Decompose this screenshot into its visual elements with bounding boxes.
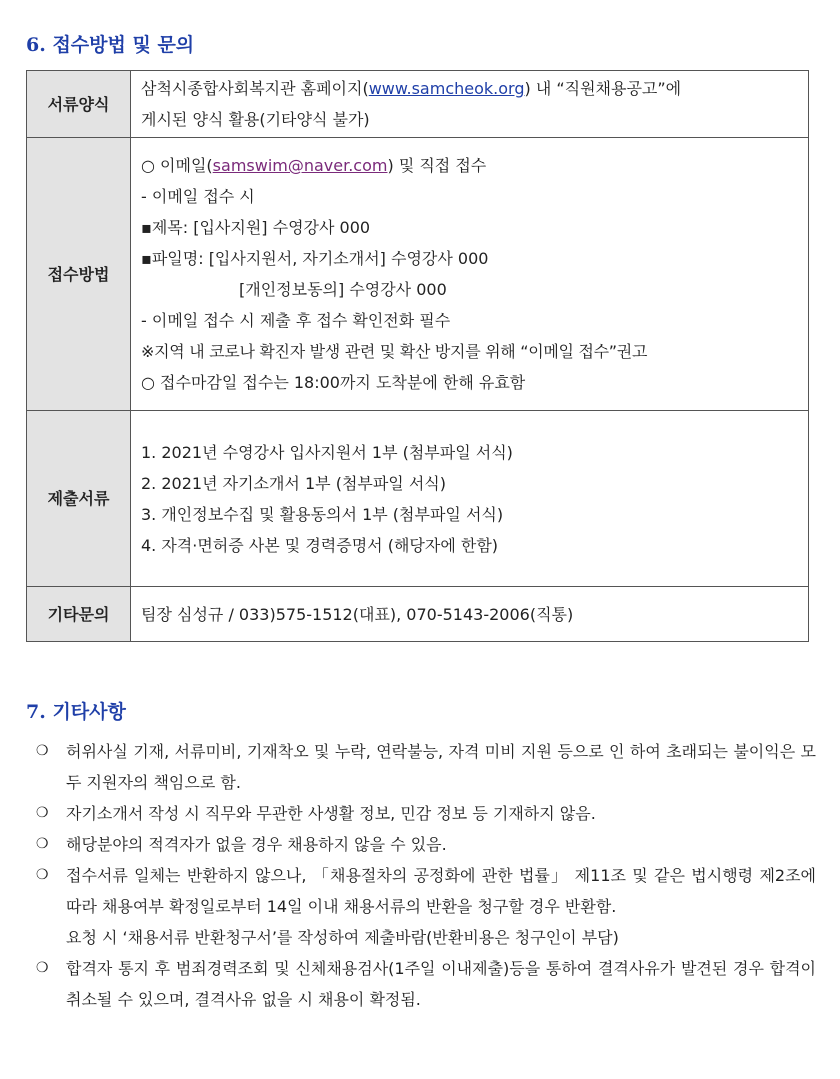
method-line: [개인정보동의] 수영강사 000 bbox=[239, 280, 447, 299]
document-item: 3. 개인정보수집 및 활용동의서 1부 (첨부파일 서식) bbox=[141, 504, 504, 524]
row-content-documents bbox=[131, 411, 809, 587]
text-segment: ○ 이메일( bbox=[141, 156, 213, 175]
application-info-table bbox=[26, 70, 809, 642]
text-segment: 삼척시종합사회복지관 홈페이지( bbox=[141, 79, 369, 98]
list-item bbox=[36, 829, 816, 860]
section-6-title: 6. 접수방법 및 문의 bbox=[26, 34, 195, 56]
contact-text: 팀장 심성규 / 033)575-1512(대표), 070-5143-2006(직통) bbox=[141, 604, 574, 624]
note-text: 합격자 통지 후 범죄경력조회 및 신체채용검사(1주일 이내제출)등을 통하여 결격사유가 발견된 경우 합격이 취소될 수 있으며, 결격사유 없을 시 채용이 확정됨. bbox=[66, 959, 816, 1009]
note-text: 자기소개서 작성 시 직무와 무관한 사생활 정보, 민감 정보 등 기재하지 않음. bbox=[66, 804, 596, 823]
row-header-documents: 제출서류 bbox=[27, 411, 131, 587]
table-row bbox=[27, 587, 809, 642]
homepage-link[interactable]: www.samcheok.org bbox=[368, 79, 525, 98]
list-item bbox=[36, 860, 816, 922]
text-segment: ) 및 직접 접수 bbox=[387, 156, 487, 175]
table-row bbox=[27, 411, 809, 587]
row-header-contact: 기타문의 bbox=[27, 587, 131, 642]
method-line: ▪제목: [입사지원] 수영강사 000 bbox=[141, 218, 371, 237]
method-line: - 이메일 접수 시 bbox=[141, 187, 255, 206]
method-line-1 bbox=[141, 150, 798, 181]
document-item: 4. 자격·면허증 사본 및 경력증명서 (해당자에 한함) bbox=[141, 535, 499, 555]
document-item: 1. 2021년 수영강사 입사지원서 1부 (첨부파일 서식) bbox=[141, 442, 513, 462]
note-text: 허위사실 기재, 서류미비, 기재착오 및 누락, 연락불능, 자격 미비 지원 등으로 인 하여 초래되는 불이익은 모두 지원자의 책임으로 함. bbox=[66, 742, 816, 792]
method-line: ○ 접수마감일 접수는 18:00까지 도착분에 한해 유효함 bbox=[141, 373, 526, 392]
circle-bullet-icon: ❍ bbox=[36, 867, 49, 883]
table-row bbox=[27, 71, 809, 138]
text-segment: ) 내 “직원채용공고”에 bbox=[524, 79, 682, 98]
row-content-method bbox=[131, 138, 809, 411]
form-line-2: 게시된 양식 활용(기타양식 불가) bbox=[141, 110, 370, 129]
section-7-title: 7. 기타사항 bbox=[26, 701, 126, 723]
note-subtext: 요청 시 ‘채용서류 반환청구서’를 작성하여 제출바람(반환비용은 청구인이 부담) bbox=[66, 928, 619, 947]
circle-bullet-icon: ❍ bbox=[36, 805, 49, 821]
row-header-method: 접수방법 bbox=[27, 138, 131, 411]
row-content-form bbox=[131, 71, 809, 138]
circle-bullet-icon: ❍ bbox=[36, 743, 49, 759]
note-text: 해당분야의 적격자가 없을 경우 채용하지 않을 수 있음. bbox=[66, 835, 447, 854]
form-line-1 bbox=[141, 73, 798, 104]
row-header-form: 서류양식 bbox=[27, 71, 131, 138]
row-content-contact bbox=[131, 587, 809, 642]
circle-bullet-icon: ❍ bbox=[36, 960, 49, 976]
table-row bbox=[27, 138, 809, 411]
method-line: ▪파일명: [입사지원서, 자기소개서] 수영강사 000 bbox=[141, 249, 489, 268]
method-line: ※지역 내 코로나 확진자 발생 관련 및 확산 방지를 위해 “이메일 접수”권고 bbox=[141, 342, 648, 361]
method-line: - 이메일 접수 시 제출 후 접수 확인전화 필수 bbox=[141, 311, 451, 330]
other-notes-list bbox=[36, 736, 816, 1015]
list-item bbox=[36, 953, 816, 1015]
document-item: 2. 2021년 자기소개서 1부 (첨부파일 서식) bbox=[141, 473, 447, 493]
list-item bbox=[36, 798, 816, 829]
list-item bbox=[36, 736, 816, 798]
email-link[interactable]: samswim@naver.com bbox=[212, 156, 388, 175]
circle-bullet-icon: ❍ bbox=[36, 836, 49, 852]
note-text: 접수서류 일체는 반환하지 않으나, 「채용절차의 공정화에 관한 법률」 제11조 및 같은 법시행령 제2조에 따라 채용여부 확정일로부터 14일 이내 채용서류의 반환을 청구할 경우 반환함. bbox=[66, 866, 816, 916]
